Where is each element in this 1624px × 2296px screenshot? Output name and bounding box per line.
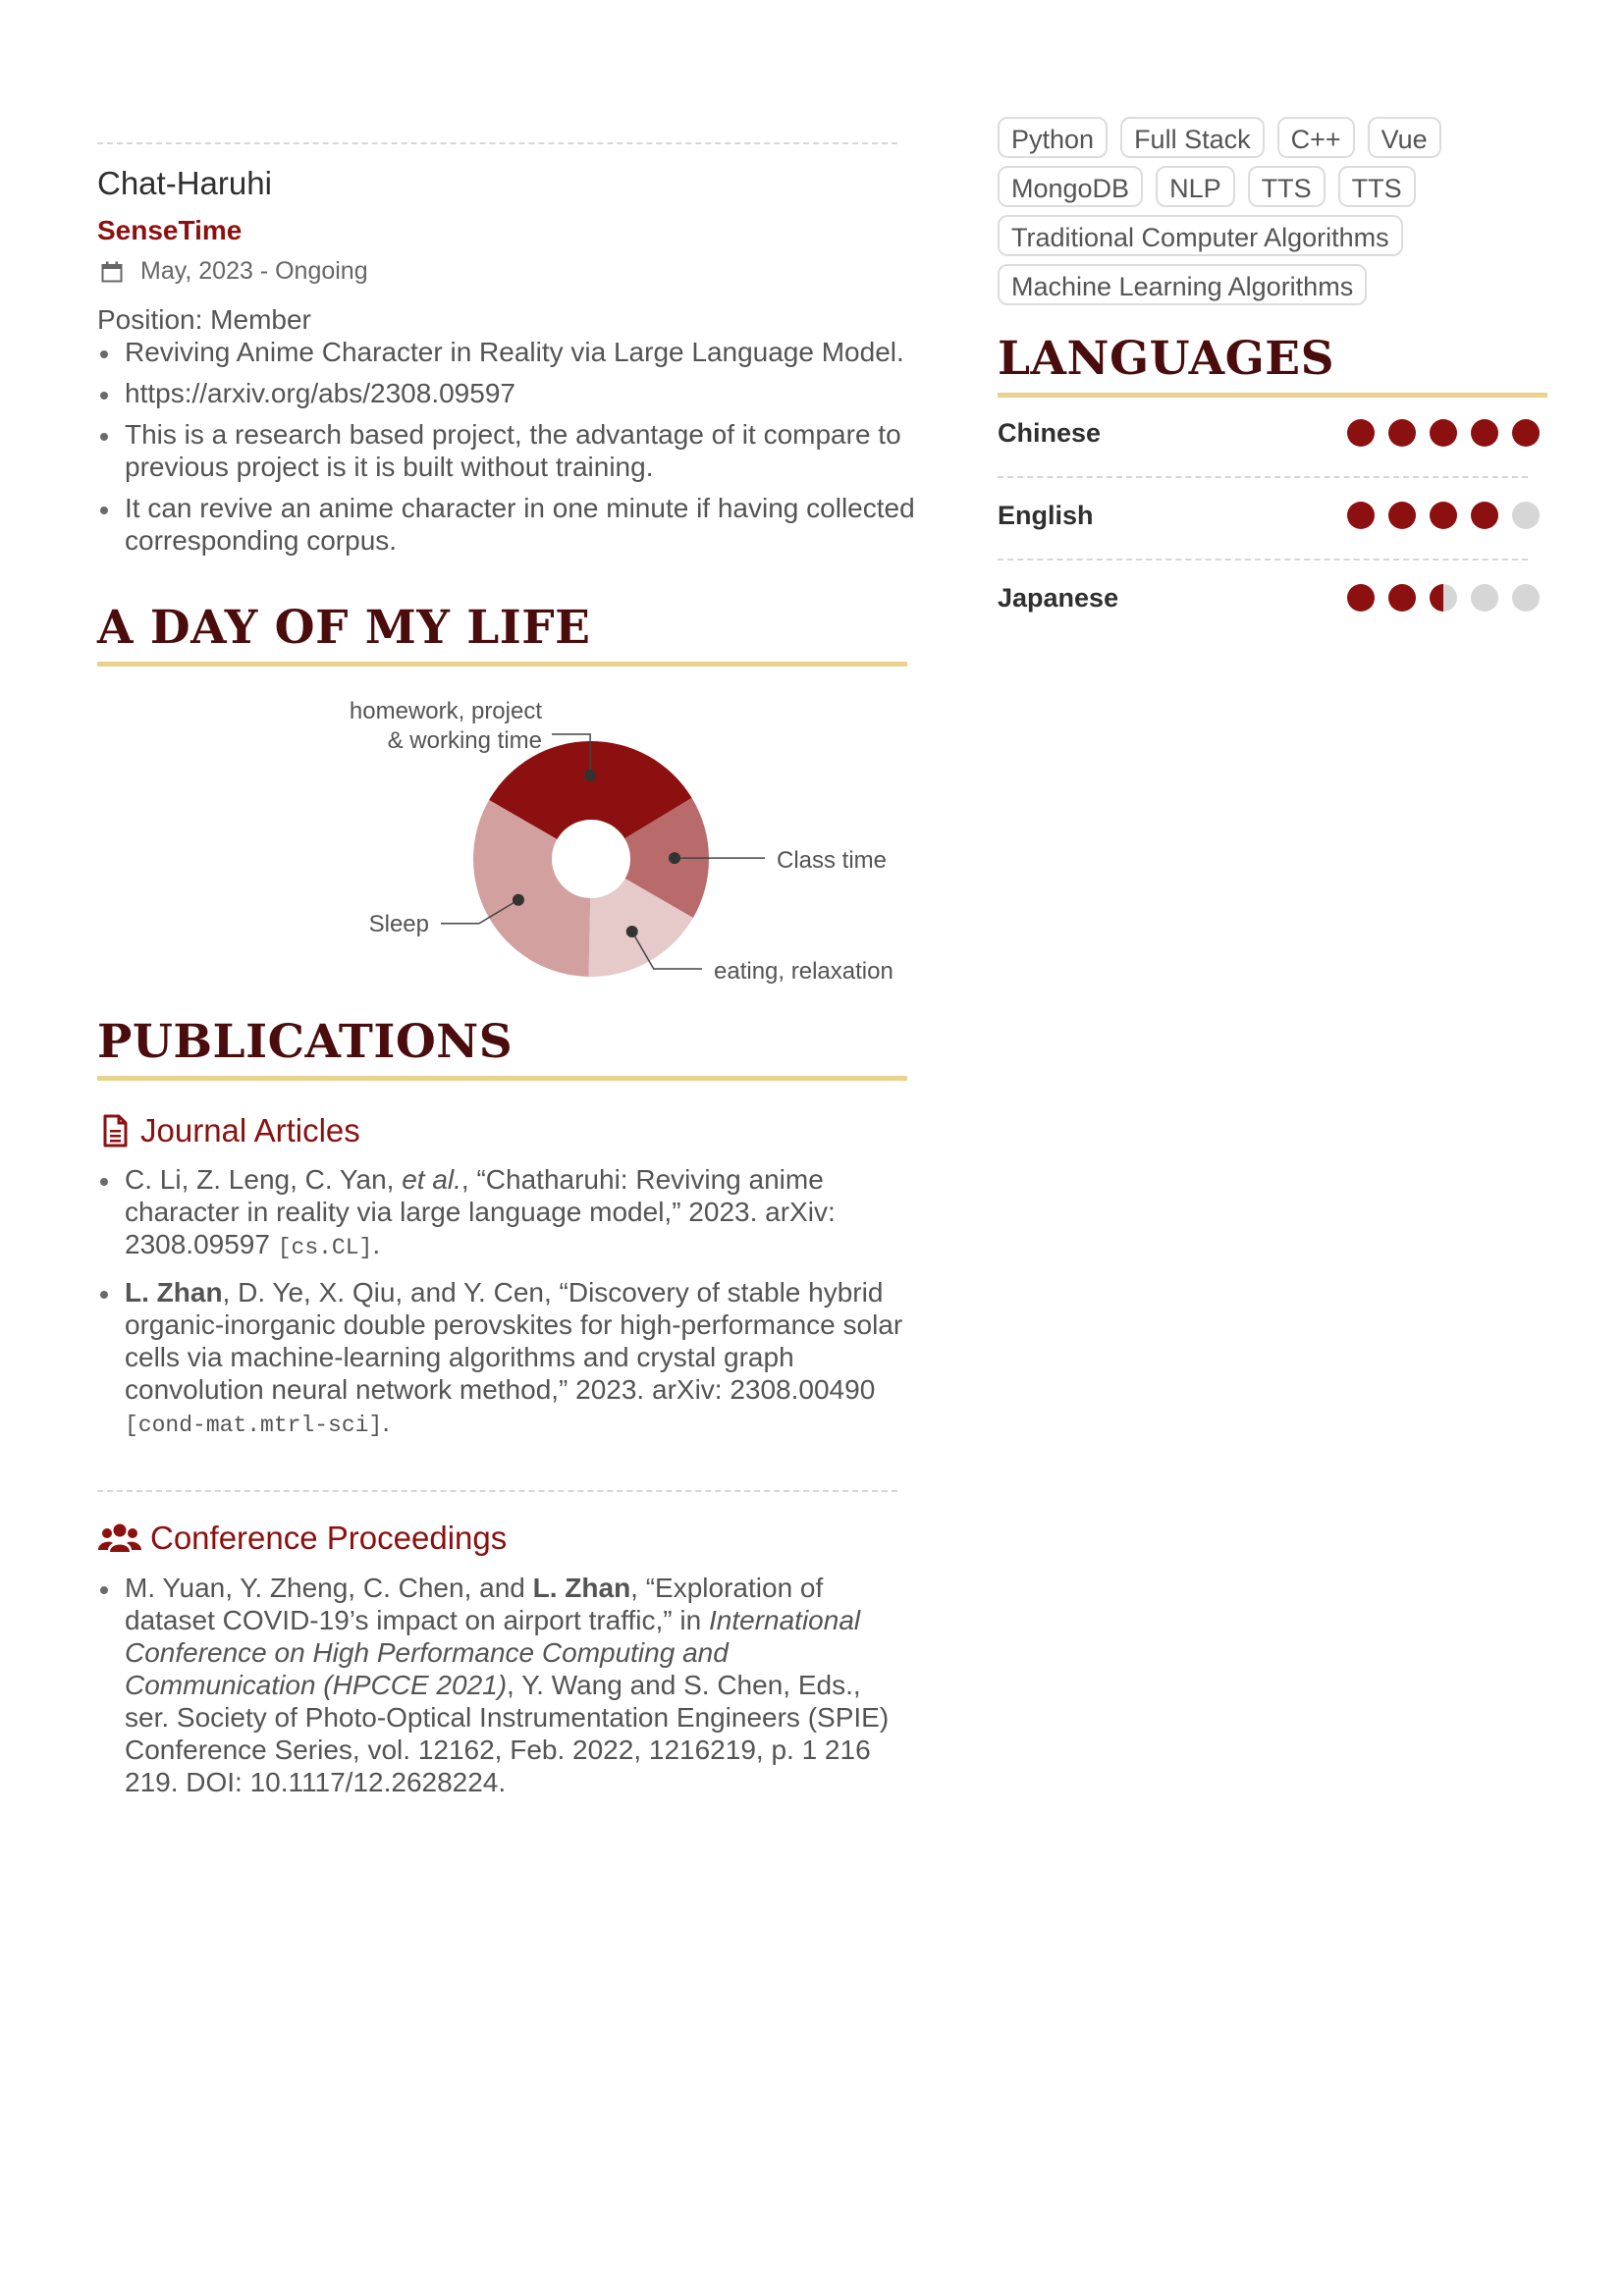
journal-articles-label: Journal Articles bbox=[140, 1112, 360, 1148]
divider bbox=[97, 142, 897, 144]
donut-slice bbox=[473, 800, 590, 977]
journal-list bbox=[97, 1163, 912, 1454]
tag-row bbox=[998, 215, 1547, 256]
level-dot-filled bbox=[1347, 584, 1375, 612]
ref-end: . bbox=[382, 1407, 391, 1437]
list-item: It can revive an anime character in one minute if having collected corresponding corpus. bbox=[97, 492, 922, 557]
skill-tag: Vue bbox=[1368, 117, 1441, 158]
users-icon bbox=[97, 1521, 142, 1556]
level-dot-empty bbox=[1471, 584, 1498, 612]
language-level bbox=[1333, 502, 1540, 529]
journal-articles-heading bbox=[97, 1112, 360, 1149]
day-donut-chart bbox=[235, 692, 922, 987]
section-title-day: A DAY OF MY LIFE bbox=[97, 601, 907, 667]
tag-row bbox=[998, 264, 1547, 305]
project-position: Position: Member bbox=[97, 304, 311, 335]
conference-heading bbox=[97, 1520, 507, 1557]
calendar-icon bbox=[101, 261, 123, 283]
level-dot-filled bbox=[1388, 419, 1416, 447]
ref-body: , Y. Wang and S. Chen, Eds., ser. Society of Photo-Optical Instrumentation Engineers (SPIE) Conference Series, vol. 12162, Feb. 2022, 1216219, p. 1 216 219. DOI: 10.1117/12.2628224. bbox=[125, 1670, 890, 1797]
language-level bbox=[1333, 419, 1540, 447]
project-title: Chat-Haruhi bbox=[97, 165, 272, 201]
tag-row bbox=[998, 166, 1547, 207]
level-dot-filled bbox=[1347, 502, 1375, 529]
leader-dot bbox=[584, 770, 596, 781]
skill-tag: TTS bbox=[1338, 166, 1416, 207]
ref-etal: et al. bbox=[402, 1164, 461, 1195]
ref-authors: M. Yuan, Y. Zheng, C. Chen, and bbox=[125, 1573, 533, 1603]
project-organization: SenseTime bbox=[97, 215, 243, 245]
skill-tag: Traditional Computer Algorithms bbox=[998, 215, 1403, 256]
divider bbox=[998, 559, 1528, 561]
language-row bbox=[998, 571, 1547, 654]
language-row bbox=[998, 489, 1547, 571]
slice-label-sleep: Sleep bbox=[368, 911, 429, 937]
level-dot-empty bbox=[1512, 584, 1540, 612]
ref-body: , D. Ye, X. Qiu, and Y. Cen, “Discovery of stable hybrid organic-inorganic double perovskites for high-performance solar cells via machine-learning algorithms and crystal graph convolution neural network method,” 2023. arXiv: 2308.00490 bbox=[125, 1277, 903, 1405]
level-dot-filled bbox=[1471, 419, 1498, 447]
section-title-languages: LANGUAGES bbox=[998, 332, 1547, 398]
ref-category: [cond-mat.mtrl-sci] bbox=[125, 1413, 383, 1438]
tag-row bbox=[998, 117, 1547, 158]
skill-tag: TTS bbox=[1248, 166, 1326, 207]
ref-authors: C. Li, Z. Leng, C. Yan, bbox=[125, 1164, 403, 1195]
level-dot-filled bbox=[1347, 419, 1375, 447]
language-name: Japanese bbox=[998, 583, 1119, 613]
level-dot-filled bbox=[1430, 502, 1457, 529]
ref-end: . bbox=[372, 1229, 381, 1259]
language-name: English bbox=[998, 501, 1094, 530]
slice-label-class: Class time bbox=[777, 847, 888, 874]
document-icon bbox=[97, 1113, 133, 1148]
skill-tag: Python bbox=[998, 117, 1108, 158]
level-dot-half bbox=[1430, 584, 1457, 612]
ref-author-bold: L. Zhan bbox=[125, 1277, 223, 1308]
skill-tag: Full Stack bbox=[1120, 117, 1265, 158]
language-level bbox=[1333, 584, 1540, 612]
level-dot-empty bbox=[1512, 502, 1540, 529]
slice-label-eating: eating, relaxation bbox=[714, 958, 893, 985]
ref-venue: International Conference on High Performance Computing and Communication (HPCCE 2021) bbox=[125, 1605, 861, 1700]
ref-category: [cs.CL] bbox=[277, 1235, 373, 1260]
list-item bbox=[97, 1572, 912, 1798]
project-date-text: May, 2023 - Ongoing bbox=[140, 257, 368, 285]
level-dot-filled bbox=[1388, 502, 1416, 529]
list-item: This is a research based project, the advantage of it compare to previous project is it is built without training. bbox=[97, 418, 922, 483]
skill-tag: C++ bbox=[1277, 117, 1355, 158]
list-item bbox=[97, 1163, 912, 1264]
level-dot-filled bbox=[1471, 502, 1498, 529]
slice-label-homework-line2: & working time bbox=[387, 727, 542, 754]
level-dot-filled bbox=[1430, 419, 1457, 447]
project-date bbox=[101, 257, 368, 286]
skill-tag: MongoDB bbox=[998, 166, 1143, 207]
conference-label: Conference Proceedings bbox=[150, 1520, 508, 1556]
ref-title: , “Exploration of dataset COVID-19’s impact on airport traffic,” in bbox=[125, 1573, 824, 1635]
language-name: Chinese bbox=[998, 418, 1102, 448]
ref-body: , “Chatharuhi: Reviving anime character in reality via large language model,” 2023. arXiv: 2308.09597 bbox=[125, 1164, 836, 1259]
leader-dot bbox=[669, 852, 680, 864]
slice-label-homework-line1: homework, project bbox=[349, 698, 542, 724]
list-item: Reviving Anime Character in Reality via Large Language Model. bbox=[97, 336, 922, 368]
language-row bbox=[998, 406, 1547, 489]
skill-tag: NLP bbox=[1156, 166, 1235, 207]
list-item bbox=[97, 1276, 912, 1442]
language-list bbox=[998, 406, 1547, 654]
skill-tag: Machine Learning Algorithms bbox=[998, 264, 1367, 305]
leader-dot bbox=[626, 926, 638, 937]
ref-author-bold: L. Zhan bbox=[532, 1573, 631, 1603]
level-dot-filled bbox=[1388, 584, 1416, 612]
list-item: https://arxiv.org/abs/2308.09597 bbox=[97, 377, 922, 409]
skills-tags bbox=[998, 117, 1547, 313]
level-dot-filled bbox=[1512, 419, 1540, 447]
divider bbox=[998, 476, 1528, 478]
project-bullet-list bbox=[97, 336, 922, 565]
leader-dot bbox=[513, 894, 524, 906]
section-title-publications: PUBLICATIONS bbox=[97, 1015, 907, 1081]
divider bbox=[97, 1490, 897, 1492]
conference-list bbox=[97, 1572, 912, 1810]
